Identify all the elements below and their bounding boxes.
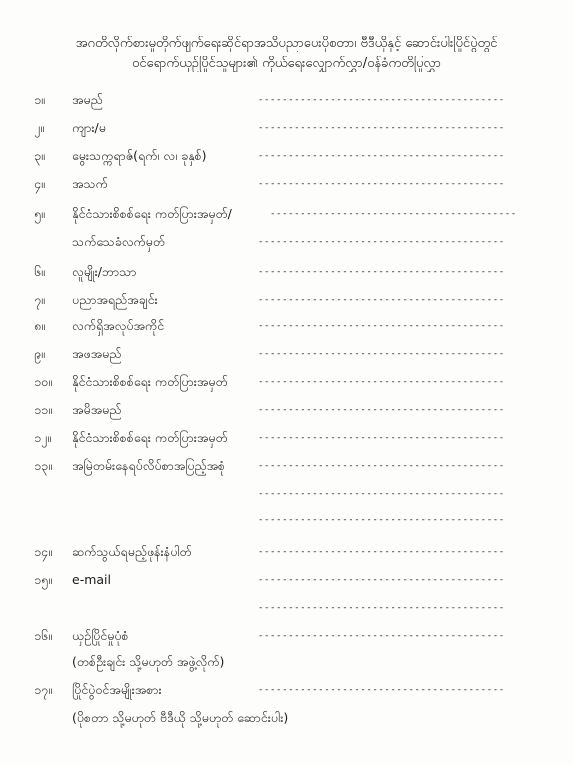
field-row	[0, 400, 573, 420]
field-label: အမြဲတမ်းနေရပ်လိပ်စာအပြည့်အစုံ	[72, 458, 226, 473]
form-title-line-1: အဂတိလိုက်စားမှုတိုက်ဖျက်ရေးဆိုင်ရာအသိပညာပေးပိုစတာ၊ ဗီဒီယိုနှင့် ဆောင်းပါးပြိုင်ပွဲတွင်	[75, 36, 498, 51]
field-row	[0, 542, 573, 562]
field-row	[0, 708, 573, 728]
field-fill-line: -----------------------------------------	[258, 631, 505, 641]
field-row	[0, 262, 573, 282]
field-label: (တစ်ဦးချင်း သို့မဟုတ် အဖွဲ့လိုက်)	[72, 654, 225, 669]
field-number: ၉။	[34, 346, 45, 361]
field-row	[0, 118, 573, 138]
field-label: ယှဉ်ပြိုင်မှုပုံစံ	[72, 628, 129, 643]
field-row	[0, 652, 573, 672]
field-number: ၂။	[34, 120, 44, 135]
field-label: e-mail	[72, 572, 111, 587]
field-row	[0, 456, 573, 476]
field-fill-line: -----------------------------------------	[258, 489, 505, 499]
field-fill-line	[258, 652, 541, 672]
field-label: (ပိုစတာ သို့မဟုတ် ဗီဒီယို သို့မဟုတ် ဆောင်းပါး)	[72, 710, 289, 725]
field-row	[0, 174, 573, 194]
field-number: ၁၆။	[34, 628, 52, 643]
field-label: အမည်	[72, 92, 103, 107]
field-row	[0, 204, 573, 224]
field-fill-line: -----------------------------------------	[258, 515, 505, 525]
field-fill-line: -----------------------------------------	[258, 433, 505, 443]
field-fill-line: -----------------------------------------	[258, 95, 505, 105]
field-label: ကျား/မ	[72, 120, 106, 135]
field-label: လက်ရှိအလုပ်အကိုင်	[72, 318, 165, 333]
field-number: ၄။	[34, 176, 45, 191]
field-fill-line: -----------------------------------------	[258, 349, 505, 359]
field-row	[0, 680, 573, 700]
field-number: ၁၇။	[34, 682, 52, 697]
field-number: ၁၁။	[34, 402, 52, 417]
field-number: ၈။	[34, 318, 45, 333]
field-label: ဆက်သွယ်ရမည့်ဖုန်းနံပါတ်	[72, 544, 192, 559]
field-number: ၁၄။	[34, 544, 52, 559]
field-label: နိုင်ငံသားစိစစ်ရေး ကတ်ပြားအမှတ်	[72, 430, 228, 445]
field-number: ၁၀။	[34, 374, 52, 389]
field-label: အဖအမည်	[72, 346, 122, 361]
field-row	[0, 232, 573, 252]
field-label: အသက်	[72, 176, 108, 191]
field-label: နိုင်ငံသားစိစစ်ရေး ကတ်ပြားအမှတ်	[72, 374, 228, 389]
field-fill-line: -----------------------------------------	[258, 267, 505, 277]
field-row	[0, 290, 573, 310]
field-fill-line: -----------------------------------------	[258, 405, 505, 415]
field-fill-line: -----------------------------------------	[258, 603, 505, 613]
field-fill-line: -----------------------------------------	[258, 179, 505, 189]
field-number: ၆။	[34, 264, 45, 279]
field-fill-line: -----------------------------------------	[258, 377, 505, 387]
field-fill-line: -----------------------------------------	[258, 461, 505, 471]
field-row	[0, 344, 573, 364]
field-row	[0, 570, 573, 590]
field-number: ၇။	[34, 292, 45, 307]
field-label: ပညာအရည်အချင်း	[72, 292, 158, 307]
field-number: ၁၂။	[34, 430, 51, 445]
field-fill-line: -----------------------------------------	[258, 123, 505, 133]
field-number: ၅။	[34, 206, 45, 221]
field-row	[0, 372, 573, 392]
field-label: အမိအမည်	[72, 402, 122, 417]
field-fill-line: -----------------------------------------	[258, 237, 505, 247]
field-row	[0, 316, 573, 336]
form-title-line-2: ဝင်ရောက်ယှဉ်ပြိုင်သူများ၏ ကိုယ်ရေးလျှောက်လွှာ/ဝန်ခံကတိပြုလွှာ	[132, 56, 441, 71]
field-fill-line: -----------------------------------------	[258, 685, 505, 695]
field-label: မွေးသက္ကရာဇ်(ရက်၊ လ၊ ခုနှစ်)	[72, 148, 207, 163]
field-fill-line: -----------------------------------------	[258, 547, 505, 557]
field-row	[0, 90, 573, 110]
field-fill-line: -----------------------------------------	[270, 209, 517, 219]
field-number: ၁၅။	[34, 572, 52, 587]
field-fill-line: -----------------------------------------	[258, 151, 505, 161]
field-label: လူမျိုး/ဘာသာ	[72, 264, 137, 279]
field-fill-line: -----------------------------------------	[258, 321, 505, 331]
field-row	[0, 598, 573, 618]
field-number: ၁၃။	[34, 458, 52, 473]
field-row	[0, 146, 573, 166]
field-label: နိုင်ငံသားစိစစ်ရေး ကတ်ပြားအမှတ်/	[72, 206, 232, 221]
field-row	[0, 510, 573, 530]
field-fill-line: -----------------------------------------	[258, 295, 505, 305]
field-row	[0, 428, 573, 448]
field-number: ၃။	[34, 148, 45, 163]
field-label: ပြိုင်ပွဲဝင်အမျိုးအစား	[72, 682, 162, 697]
field-fill-line	[258, 708, 541, 728]
field-fill-line: -----------------------------------------	[258, 575, 505, 585]
field-row	[0, 626, 573, 646]
field-row	[0, 484, 573, 504]
field-label: သက်သေခံလက်မှတ်	[72, 234, 165, 249]
field-number: ၁။	[34, 92, 45, 107]
